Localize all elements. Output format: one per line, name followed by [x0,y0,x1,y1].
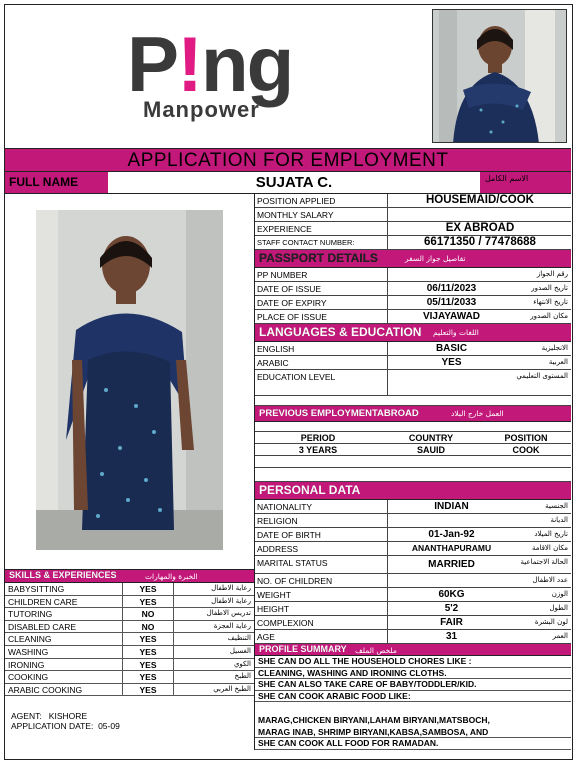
english-row: ENGLISH BASIC الانجليزية [255,342,571,356]
marital-status-row: MARITAL STATUS MARRIED الحالة الاجتماعية [255,556,571,574]
age-row: AGE 31 العمر [255,630,571,644]
monthly-salary-row: MONTHLY SALARY [255,208,571,222]
nationality-row: NATIONALITY INDIAN الجنسية [255,500,571,514]
ping-manpower-logo [123,20,373,122]
applicant-photo [36,210,223,550]
profile-line: SHE CAN ALSO TAKE CARE OF BABY/TODDLER/KID. [255,679,571,691]
personal-data-header: PERSONAL DATA [255,482,571,500]
date-of-issue-row: DATE OF ISSUE 06/11/2023 تاريخ الصدور [255,282,571,296]
previous-employment-columns: PERIOD COUNTRY POSITION [255,432,571,444]
skill-row: WASHING YES الغسيل [5,646,254,659]
experience-row: EXPERIENCE EX ABROAD [255,222,571,236]
skill-row: TUTORING NO تدريس الاطفال [5,608,254,621]
profile-summary-header: PROFILE SUMMARY ملخص الملف [255,644,571,656]
skills-section [5,569,254,696]
profile-line: MARAG INAB, SHRIMP BIRYANI,KABSA,SAMBOSA, AND [255,727,571,739]
form-title: APPLICATION FOR EMPLOYMENT [127,150,449,171]
profile-line: SHE CAN COOK ARABIC FOOD LIKE: [255,691,571,703]
header [5,5,571,147]
education-level-row: EDUCATION LEVEL المستوى التعليمي [255,370,571,396]
form-title-bar [5,148,571,172]
place-of-issue-row: PLACE OF ISSUE VIJAYAWAD مكان الصدور [255,310,571,324]
skill-row: CLEANING YES التنظيف [5,633,254,646]
skill-row: COOKING YES الطبخ [5,671,254,684]
application-date: 05-09 [98,721,120,731]
skill-row: CHILDREN CARE YES رعاية الاطفال [5,596,254,609]
arabic-row: ARABIC YES العربية [255,356,571,370]
skill-row: ARABIC COOKING YES الطبخ العربي [5,684,254,697]
position-applied-row: POSITION APPLIED HOUSEMAID/COOK [255,194,571,208]
staff-contact-row: STAFF CONTACT NUMBER: 66171350 / 77478688 [255,236,571,250]
logo-wordmark: P!ng [127,20,293,108]
previous-employment-header: PREVIOUS EMPLOYMENTABROAD العمل خارج البلاد [255,406,571,422]
full-name-row [5,172,571,194]
address-row: ADDRESS ANANTHAPURAMU مكان الاقامة [255,542,571,556]
date-of-birth-row: DATE OF BIRTH 01-Jan-92 تاريخ الميلاد [255,528,571,542]
logo-subtitle: Manpower [143,97,260,122]
skills-header: SKILLS & EXPERIENCES الخبرة والمهارات [5,570,254,583]
languages-section-header: LANGUAGES & EDUCATION اللغات والتعليم [255,324,571,342]
passport-section-header: PASSPORT DETAILS تفاصيل جواز السفر [255,250,571,268]
agent-name: KISHORE [48,711,88,721]
full-name-label-ar: الاسم الكامل [485,174,529,183]
profile-line: SHE CAN DO ALL THE HOUSEHOLD CHORES LIKE : [255,656,571,668]
details-column [254,194,571,750]
pp-number-row: PP NUMBER رقم الجواز [255,268,571,282]
profile-line: MARAG,CHICKEN BIRYANI,LAHAM BIRYANI,MATSBOCH, [258,715,490,725]
skill-row: IRONING YES الكوي [5,659,254,672]
profile-line: SHE CAN COOK ALL FOOD FOR RAMADAN. [255,738,571,750]
profile-line: CLEANING, WASHING AND IRONING CLOTHS. [255,668,571,680]
skill-row: BABYSITTING YES رعاية الاطفال [5,583,254,596]
weight-row: WEIGHT 60KG الوزن [255,588,571,602]
date-of-expiry-row: DATE OF EXPIRY 05/11/2033 تاريخ الانتهاء [255,296,571,310]
children-row: NO. OF CHILDREN عدد الاطفال [255,574,571,588]
application-form [4,4,573,760]
agent-info: AGENT: KISHORE APPLICATION DATE: 05-09 [11,711,120,731]
full-name-label: FULL NAME [9,175,79,189]
applicant-thumbnail-photo [432,9,567,143]
position-applied-value: HOUSEMAID/COOK [426,194,534,206]
height-row: HEIGHT 5'2 الطول [255,602,571,616]
complexion-row: COMPLEXION FAIR لون البشرة [255,616,571,630]
previous-employment-row: 3 YEARS SAUID COOK [255,444,571,456]
full-name-value: SUJATA C. [108,172,480,193]
religion-row: RELIGION الديانة [255,514,571,528]
skill-row: DISABLED CARE NO رعاية العجزة [5,621,254,634]
